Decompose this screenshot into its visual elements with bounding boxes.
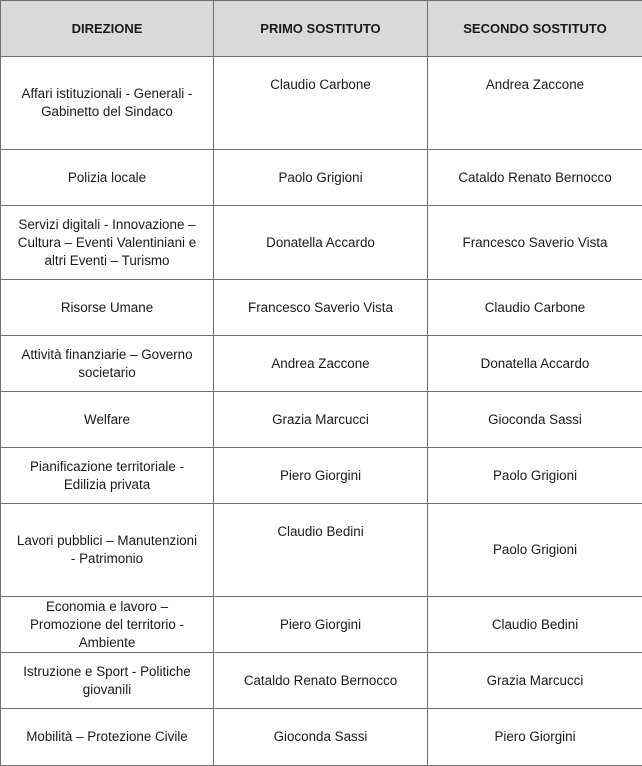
direzione-line: Istruzione e Sport - Politiche xyxy=(5,663,209,681)
direzione-cell xyxy=(1,150,214,206)
secondo-sostituto-cell: Claudio Bedini xyxy=(428,597,642,653)
direzione-line: Edilizia privata xyxy=(5,476,209,494)
direzione-line: Lavori pubblici – Manutenzioni xyxy=(5,532,209,550)
direzione-cell xyxy=(1,653,214,709)
direzione-line: Cultura – Eventi Valentiniani e xyxy=(5,234,209,252)
direzione-line: Mobilità – Protezione Civile xyxy=(5,728,209,746)
primo-sostituto-cell: Piero Giorgini xyxy=(214,597,428,653)
header-direzione: DIREZIONE xyxy=(1,1,214,57)
primo-sostituto-cell: Francesco Saverio Vista xyxy=(214,280,428,336)
direzione-cell xyxy=(1,280,214,336)
direzione-cell xyxy=(1,597,214,653)
direzione-line: Affari istituzionali - Generali - xyxy=(5,85,209,103)
direzione-cell xyxy=(1,206,214,280)
direzione-line: Attività finanziarie – Governo xyxy=(5,346,209,364)
table-row xyxy=(1,597,642,653)
secondo-sostituto-cell: Paolo Grigioni xyxy=(428,448,642,504)
primo-sostituto-cell: Gioconda Sassi xyxy=(214,709,428,766)
primo-sostituto-cell: Cataldo Renato Bernocco xyxy=(214,653,428,709)
direzione-cell xyxy=(1,57,214,150)
direzione-line: Risorse Umane xyxy=(5,299,209,317)
direzione-line: Pianificazione territoriale - xyxy=(5,458,209,476)
primo-sostituto-cell: Piero Giorgini xyxy=(214,448,428,504)
table-row xyxy=(1,336,642,392)
primo-sostituto-cell: Andrea Zaccone xyxy=(214,336,428,392)
table-row xyxy=(1,206,642,280)
primo-sostituto-cell: Claudio Bedini xyxy=(214,504,428,597)
direzione-line: Servizi digitali - Innovazione – xyxy=(5,216,209,234)
header-primo-sostituto: PRIMO SOSTITUTO xyxy=(214,1,428,57)
direzione-line: Ambiente xyxy=(5,634,209,652)
primo-sostituto-cell: Grazia Marcucci xyxy=(214,392,428,448)
secondo-sostituto-cell: Claudio Carbone xyxy=(428,280,642,336)
secondo-sostituto-cell: Donatella Accardo xyxy=(428,336,642,392)
direzione-line: altri Eventi – Turismo xyxy=(5,252,209,270)
direzione-cell xyxy=(1,336,214,392)
table-row xyxy=(1,504,642,597)
primo-sostituto-cell: Donatella Accardo xyxy=(214,206,428,280)
table-row xyxy=(1,448,642,504)
secondo-sostituto-cell: Andrea Zaccone xyxy=(428,57,642,150)
secondo-sostituto-cell: Grazia Marcucci xyxy=(428,653,642,709)
direzione-line: - Patrimonio xyxy=(5,550,209,568)
direzione-cell xyxy=(1,448,214,504)
secondo-sostituto-cell: Paolo Grigioni xyxy=(428,504,642,597)
primo-sostituto-cell: Claudio Carbone xyxy=(214,57,428,150)
direzione-line: Welfare xyxy=(5,411,209,429)
direzione-line: Promozione del territorio - xyxy=(5,616,209,634)
direzione-line: Polizia locale xyxy=(5,169,209,187)
secondo-sostituto-cell: Piero Giorgini xyxy=(428,709,642,766)
secondo-sostituto-cell: Cataldo Renato Bernocco xyxy=(428,150,642,206)
direzione-line: societario xyxy=(5,364,209,382)
primo-sostituto-cell: Paolo Grigioni xyxy=(214,150,428,206)
table-header xyxy=(1,1,642,57)
table-row xyxy=(1,709,642,766)
direzione-cell xyxy=(1,709,214,766)
table-row xyxy=(1,392,642,448)
secondo-sostituto-cell: Francesco Saverio Vista xyxy=(428,206,642,280)
secondo-sostituto-cell: Gioconda Sassi xyxy=(428,392,642,448)
direzione-line: Gabinetto del Sindaco xyxy=(5,103,209,121)
table-body xyxy=(1,57,642,766)
table-row xyxy=(1,653,642,709)
direzione-line: Economia e lavoro – xyxy=(5,598,209,616)
direzione-line: giovanili xyxy=(5,681,209,699)
header-secondo-sostituto: SECONDO SOSTITUTO xyxy=(428,1,642,57)
direzione-cell xyxy=(1,504,214,597)
header-row xyxy=(1,1,642,57)
table-row xyxy=(1,57,642,150)
table-row xyxy=(1,280,642,336)
table-row xyxy=(1,150,642,206)
direzione-cell xyxy=(1,392,214,448)
